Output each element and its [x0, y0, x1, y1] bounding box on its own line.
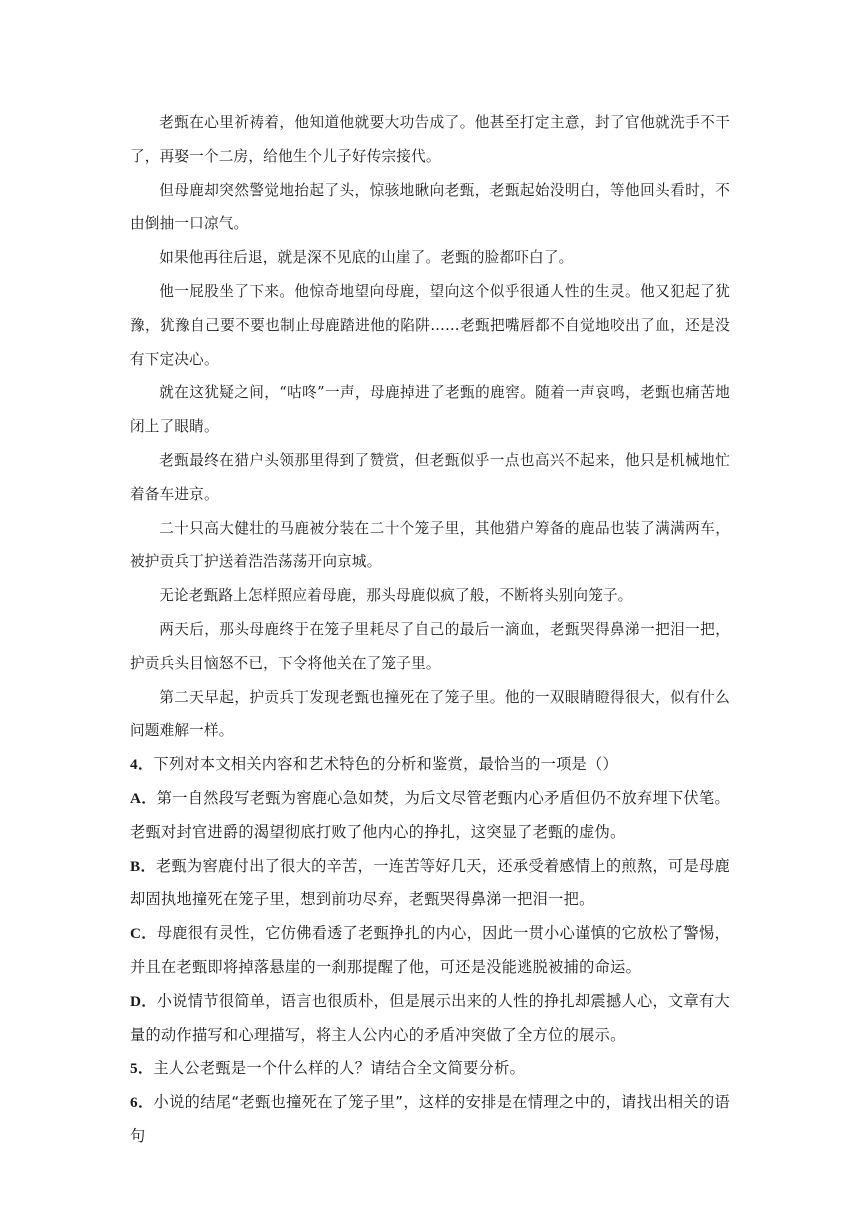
option-letter: A．	[130, 789, 157, 807]
question-6	[130, 1086, 730, 1154]
story-paragraph: 就在这犹疑之间，“咕咚”一声，母鹿掉进了老甄的鹿窖。随着一声哀鸣，老甄也痛苦地闭上了眼睛。	[130, 384, 730, 436]
option-letter: C．	[130, 925, 157, 943]
story-paragraph: 第二天早起，护贡兵丁发现老甄也撞死在了笼子里。他的一双眼睛瞪得很大，似有什么问题难解一样。	[130, 688, 730, 740]
option-text: 小说情节很简单，语言也很质朴，但是展示出来的人性的挣扎却震撼人心，文章有大量的动作描写和心理描写，将主人公内心的矛盾冲突做了全方位的展示。	[130, 991, 730, 1044]
story-paragraph: 老甄在心里祈祷着，他知道他就要大功告成了。他甚至打定主意，封了官他就洗手不干了，再娶一个二房，给他生个儿子好传宗接代。	[130, 114, 730, 165]
question-text: 主人公老甄是一个什么样的人？请结合全文简要分析。	[153, 1059, 526, 1078]
question-number: 5．	[130, 1060, 154, 1078]
option-a	[130, 782, 730, 850]
question-5	[130, 1052, 730, 1086]
story-paragraph: 二十只高大健壮的马鹿被分装在二十个笼子里，其他猎户筹备的鹿品也装了满满两车，被护贡兵丁护送着浩浩荡荡开向京城。	[130, 519, 730, 571]
question-4	[130, 748, 730, 782]
option-text: 母鹿很有灵性，它仿佛看透了老甄挣扎的内心，因此一贯小心谨慎的它放松了警惕，并且在老甄即将掉落悬崖的一刹那提醒了他，可还是没能逃脱被捕的命运。	[130, 924, 730, 976]
option-b	[130, 850, 730, 918]
story-paragraph: 老甄最终在猎户头领那里得到了赞赏，但老甄似乎一点也高兴不起来，他只是机械地忙着备车进京。	[130, 451, 730, 503]
story-text	[130, 106, 730, 748]
option-text: 老甄为窖鹿付出了很大的辛苦，一连苦等好几天，还承受着感情上的煎熬，可是母鹿却固执地撞死在笼子里，想到前功尽弃，老甄哭得鼻涕一把泪一把。	[130, 856, 730, 909]
story-paragraph: 他一屁股坐了下来。他惊奇地望向母鹿，望向这个似乎很通人性的生灵。他又犯起了犹豫，犹豫自己要不要也制止母鹿踏进他的陷阱……老甄把嘴唇都不自觉地咬出了血，还是没有下定决心。	[130, 282, 730, 368]
option-text: 第一自然段写老甄为窖鹿心急如焚，为后文尽管老甄内心矛盾但仍不放弃埋下伏笔。老甄对封官进爵的渴望彻底打败了他内心的挣扎，这突显了老甄的虚伪。	[130, 788, 730, 841]
story-paragraph: 但母鹿却突然警觉地抬起了头，惊骇地瞅向老甄，老甄起始没明白，等他回头看时，不由倒抽一口凉气。	[130, 181, 730, 233]
document-page	[130, 106, 730, 1154]
option-d	[130, 985, 730, 1053]
option-letter: B．	[130, 857, 156, 875]
question-number: 4．	[130, 756, 154, 774]
story-paragraph: 无论老甄路上怎样照应着母鹿，那头母鹿似疯了般，不断将头别向笼子。	[159, 587, 633, 605]
question-text: 下列对本文相关内容和艺术特色的分析和鉴赏，最恰当的一项是（）	[153, 755, 619, 774]
question-text: 小说的结尾“老甄也撞死在了笼子里”，这样的安排是在情理之中的，请找出相关的语句	[130, 1093, 730, 1145]
story-paragraph: 两天后，那头母鹿终于在笼子里耗尽了自己的最后一滴血，老甄哭得鼻涕一把泪一把，护贡兵头目恼怒不已，下令将他关在了笼子里。	[130, 620, 730, 672]
questions	[130, 748, 730, 1154]
story-paragraph: 如果他再往后退，就是深不见底的山崖了。老甄的脸都吓白了。	[159, 249, 574, 267]
option-letter: D．	[130, 992, 157, 1010]
question-number: 6．	[130, 1094, 154, 1112]
option-c	[130, 917, 730, 985]
